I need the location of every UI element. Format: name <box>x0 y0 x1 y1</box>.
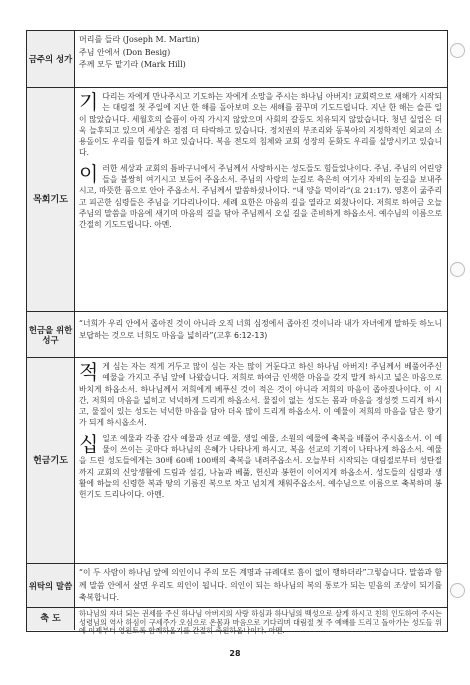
commission-label: 위탁의 말씀 <box>27 564 75 607</box>
songs-label: 금주의 성가 <box>27 31 75 87</box>
offering-scripture-label: 헌금을 위한 성구 <box>27 312 75 357</box>
drop-cap: 기 <box>79 90 99 114</box>
benediction-text: 하나님의 자녀 되는 권세를 주신 하나님 아버지의 사랑 하심과 하나님의 백성으로 살게 하시고 친히 인도하여 주시는 성령님의 역사 하심이 구세주가 오심으로 온몸과 마음으로 기다리며 대림절 첫 주 예배를 드리고 돌아가는 성도들 위에 이제부터 영원토록 함께하옵기를 간절히 축원하옵나이다. 아멘. <box>79 609 442 636</box>
prayer-paragraph: 십일조 예물과 각종 감사 예물과 선교 예물, 생일 예물, 소원의 예물에 축복을 배풀어 주시옵소서. 이 예물이 쓰이는 곳마다 하나님의 은혜가 나타나게 하시고, 복음 선교의 기적이 나타나게 하옵소서. 예물을 드린 성도들에게는 30배 60배 100배의 축복을 내려주옵소서. 오늘부터 시작되는 대림절로부터 성탄절까지 교회의 신앙생활에 드림과 섬김, 나눔과 베풂, 헌신과 봉헌이 이어지게 하옵소서. 성도들의 심령과 생활에 하늘의 신령한 복과 땅의 기름진 복으로 차고 넘치게 채워주옵소서. 예수님으로 이름으로 축복하며 봉헌기도 드리나이다. 아멘. <box>79 431 442 500</box>
drop-cap: 십 <box>79 431 99 456</box>
drop-cap: 적 <box>79 360 99 384</box>
song-item: 주께 모두 맡기라 (Mark Hill) <box>79 60 186 70</box>
offering-scripture-text: “너희가 우리 안에서 좁아진 것이 아니라 오직 너희 심정에서 좁아진 것이니라 내가 자녀에게 말하듯 하노니 보답하는 것으로 너희도 마음을 넓히라”(고후 6:12-13) <box>79 319 442 340</box>
songs-list <box>79 34 442 85</box>
benediction-row <box>27 608 447 636</box>
binder-hole <box>450 43 465 58</box>
pastoral-prayer-text <box>79 91 442 309</box>
commission-text: “이 두 사람이 하나님 앞에 의인이니 주의 모든 계명과 규례대로 흠이 없이 행하더라”그렇습니다. 말씀과 함께 말씀 안에서 살면 우리도 의인이 됩니다. 의인이 되는 하나님의 복의 통로가 되는 믿음의 조상이 되기를 축복합니다. <box>79 568 442 602</box>
pastoral-prayer-label: 목 회 기 도 <box>27 88 75 311</box>
offering-scripture-row <box>27 312 447 358</box>
prayer-paragraph: 적게 심는 자는 적게 거두고 많이 심는 자는 많이 거둔다고 하신 하나님 아버지! 주님께서 베풀어주신 예물을 가지고 주님 앞에 나왔습니다. 저희로 하여금 인색한 마음을 갖지 말게 하시고 넓은 마음으로 바치게 하옵소서. 하나님께서 저희에게 베푸신 것이 적은 것이 아니라 저희의 마음이 좁아졌나이다. 이 시간, 저희의 마음을 넓히고 넉넉하게 드리게 하옵소서. 물질이 없는 성도는 몸과 마음을 정성껏 드리게 하시고, 물질이 있는 성도는 넉넉한 마음을 담아 더욱 많이 드리게 하옵소서. 이 예물이 저희의 마음을 담은 향기가 되게 하시옵소서. <box>79 360 442 428</box>
benediction-label: 축 도 <box>27 608 75 630</box>
binder-hole <box>450 583 465 598</box>
offering-prayer-text <box>79 361 442 561</box>
page-number: 28 <box>229 649 241 658</box>
pastoral-prayer-row <box>27 88 447 312</box>
prayer-paragraph: 기다리는 자에게 만나주시고 기도하는 자에게 소망을 주시는 하나님 아버지! 교회력으로 새해가 시작되는 대림절 첫 주일에 지난 한 해를 돌아보며 오는 새해를 꿈꾸며 기도드립니다. 지난 한 해는 슬픈 일이 많았습니다. 세월호의 슬픔이 아직 가시지 않았으며 사회의 갈등도 치유되지 않았습니다. 청년 실업은 더욱 늘후되고 있으며 세상은 점점 더 타락하고 있습니다. 정치권의 부조리와 동북아의 지정학적인 외교의 소용돌이도 우리를 힘들게 하고 있습니다. 복음 전도의 침체와 교회 성장의 둔화도 우리를 실망시키고 있습니다. <box>79 90 442 158</box>
song-item: 머리를 들라 (Joseph M. Martin) <box>79 35 200 44</box>
prayer-paragraph: 이러한 세상과 교회의 틈바구니에서 주님께서 사랑하시는 성도들도 힘들었나이다. 주님, 주님의 어린양들을 불쌍히 여기시고 보듬어 주옵소서. 주님의 사랑의 눈길로 측은히 여기사 자비의 눈길을 보내주시고, 따뜻한 품으로 안아 주옵소서. 주님께서 말씀하셨나이다. “내 양을 먹이라”(요 21:17). 영혼이 굶주리고 피곤한 심령들은 주님을 기다리나이다. 세례 요한은 마음의 길을 열라고 외쳤나이다. 저희로 하여금 오늘 주님의 말씀을 마음에 새기며 마음의 길을 닦아 주님께서 오실 길을 준비하게 하옵소서. 예수님의 이름으로 간절히 기도드립니다. 아멘. <box>79 161 442 230</box>
commission-row <box>27 564 447 608</box>
worship-guide-table <box>26 30 448 636</box>
drop-cap: 이 <box>79 161 99 186</box>
songs-row <box>27 31 447 88</box>
offering-prayer-label: 헌 금 기 도 <box>27 358 75 563</box>
binder-hole <box>450 262 465 277</box>
song-item: 주님 안에서 (Don Besig) <box>79 47 171 57</box>
offering-prayer-row <box>27 358 447 564</box>
